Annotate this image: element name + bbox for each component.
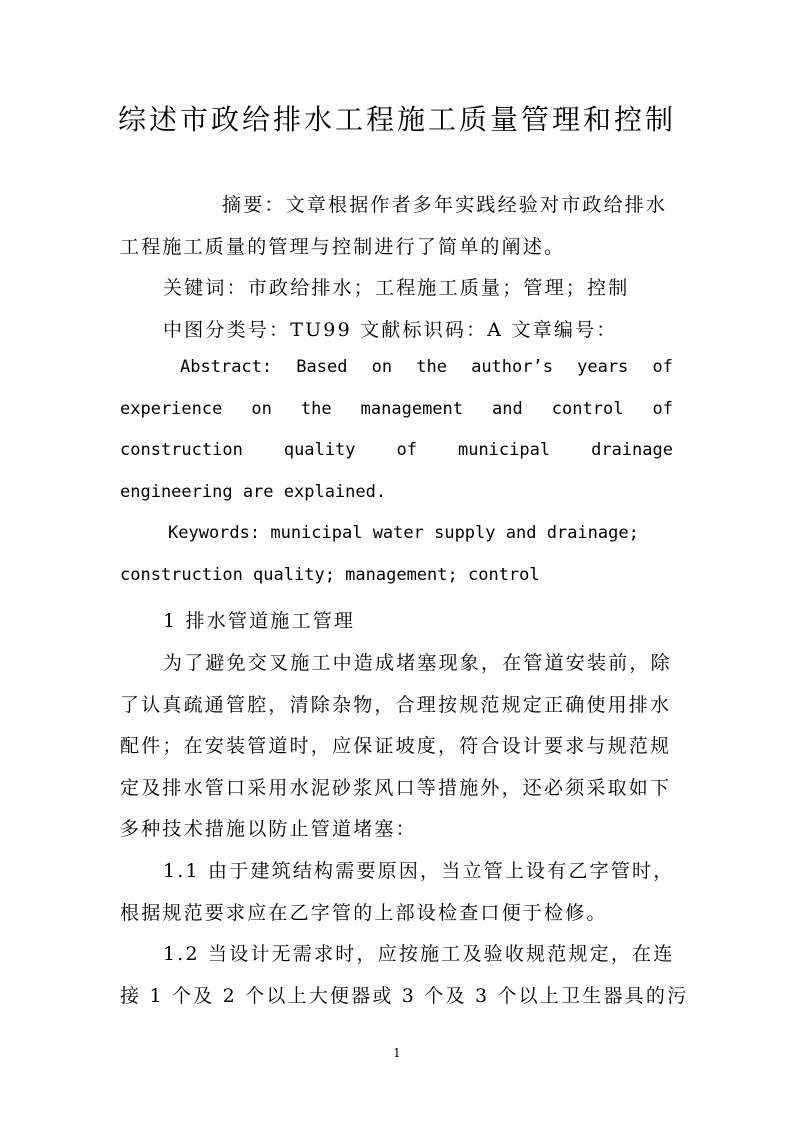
paragraph-line: 定及排水管口采用水泥砂浆风口等措施外，还必须采取如下 [120, 777, 672, 799]
abstract-en-line-2 [120, 399, 673, 419]
list-item-line: 1.2 当设计无需求时，应按施工及验收规范规定，在连 [163, 943, 675, 965]
paragraph-line: 多种技术措施以防止管道堵塞： [120, 818, 417, 840]
word: of [652, 399, 673, 419]
word: the [300, 399, 332, 419]
word: municipal [457, 440, 551, 460]
abstract-en-line-3 [120, 440, 673, 460]
abstract-en-line-4: engineering are explained. [120, 482, 387, 502]
word: experience [120, 399, 223, 419]
page-number: 1 [393, 1046, 401, 1060]
abstract-line-1: 摘要：文章根据作者多年实践经验对市政给排水 [222, 194, 668, 216]
word: quality [283, 440, 356, 460]
keywords-en-line-2: construction quality; management; control [120, 565, 540, 585]
classification-line: 中图分类号：TU99 文献标识码：A 文章编号： [163, 319, 618, 341]
word: of [396, 440, 417, 460]
word: author’s [471, 357, 553, 377]
list-item-line: 接 1 个及 2 个以上大便器或 3 个及 3 个以上卫生器具的污 [120, 985, 689, 1007]
word: on [251, 399, 272, 419]
word: drainage [591, 440, 673, 460]
word: the [416, 357, 447, 377]
word: on [371, 357, 393, 377]
abstract-line-2: 工程施工质量的管理与控制进行了简单的阐述。 [120, 236, 566, 258]
paragraph-line: 配件；在安装管道时，应保证坡度，符合设计要求与规范规 [120, 735, 672, 757]
word: and [492, 399, 523, 419]
keywords-en-line-1: Keywords: municipal water supply and drainage; [168, 523, 639, 543]
word: years [577, 357, 629, 377]
abstract-en-line-1 [180, 357, 673, 377]
list-item-line: 1.1 由于建筑结构需要原因，当立管上设有乙字管时， [163, 860, 675, 882]
word: Based [296, 357, 348, 377]
word: Abstract: [180, 357, 273, 377]
word: construction [120, 440, 243, 460]
keywords-cn: 关键词：市政给排水；工程施工质量；管理；控制 [163, 277, 630, 299]
document-title: 综述市政给排水工程施工质量管理和控制 [117, 103, 676, 136]
word: of [652, 357, 673, 377]
word: management [360, 399, 464, 419]
paragraph-line: 了认真疏通管腔，清除杂物，合理按规范规定正确使用排水 [120, 694, 672, 716]
paragraph-line: 为了避免交叉施工中造成堵塞现象，在管道安装前，除 [163, 652, 672, 674]
section-heading: 1 排水管道施工管理 [163, 610, 356, 632]
word: control [551, 399, 624, 419]
list-item-line: 根据规范要求应在乙字管的上部设检查口便于检修。 [120, 902, 608, 924]
